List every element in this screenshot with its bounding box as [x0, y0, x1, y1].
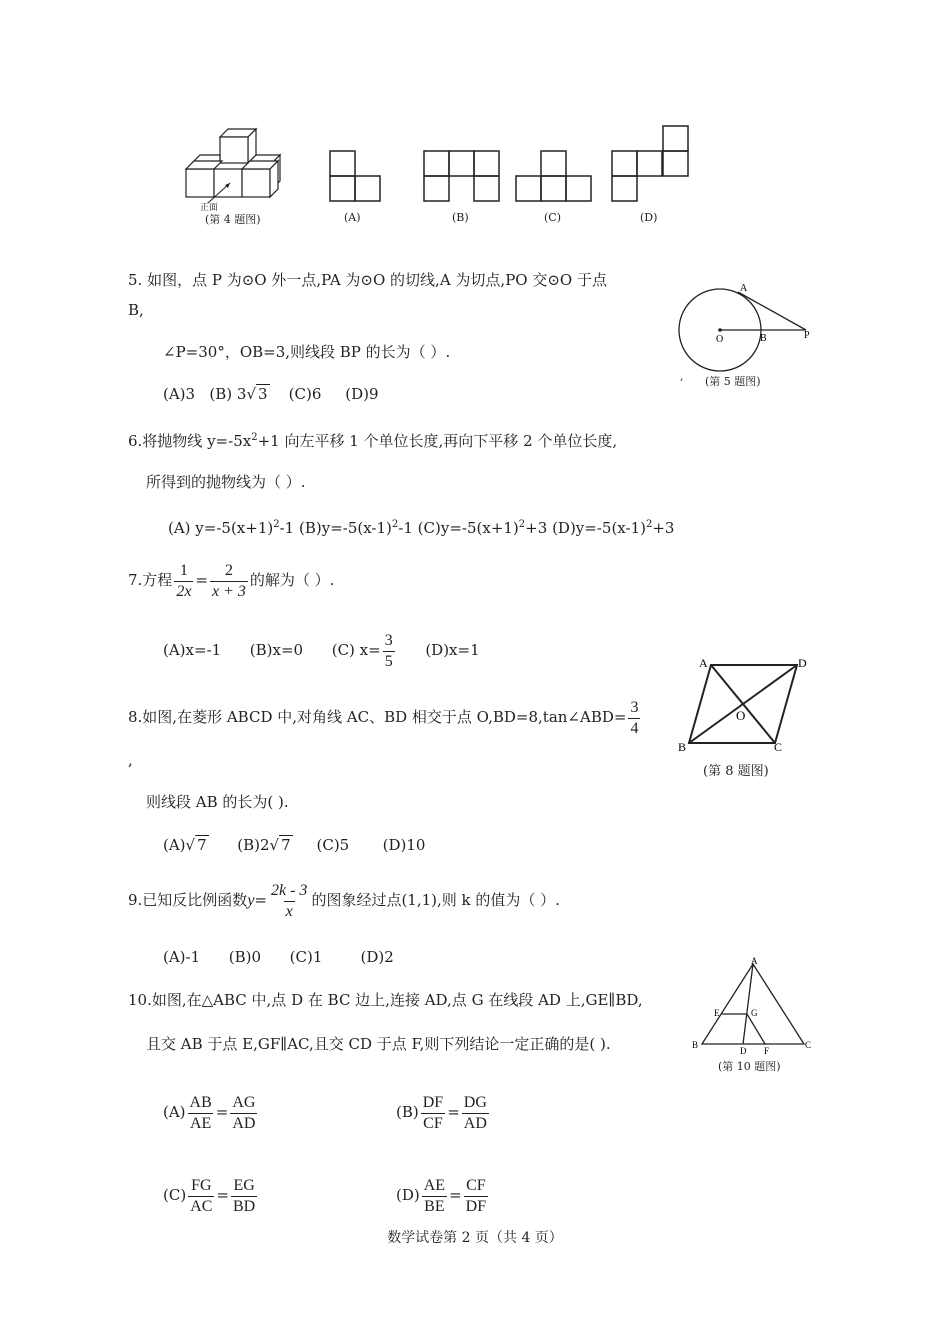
q8-label-o: O [736, 708, 746, 723]
q5-label-o: O [716, 334, 724, 345]
q10-label-a: A [751, 956, 758, 966]
q4-caption-b: (B) [452, 211, 469, 224]
q4-caption-a: (A) [344, 211, 361, 224]
q10-label-b: B [692, 1040, 699, 1050]
q6-option-c: $(C)y=-5(x+1)^2+3$ [412, 519, 548, 537]
q7-suffix: 的解为（ ）. [249, 571, 335, 589]
q5-figure-caption: (第 5 题图) [705, 375, 761, 388]
q8-label-b: B [678, 740, 687, 754]
q7-fraction-left: $\frac{1}{2x}$ [176, 561, 192, 600]
q9-option-c: (C)1 [289, 948, 323, 966]
q4-front-label: 正面 [200, 203, 219, 213]
q10-label-d: D [740, 1046, 747, 1056]
q10-label-f: F [764, 1046, 770, 1056]
q9-prefix: 9.已知反比例函数 [128, 891, 248, 909]
q5-line1b: B, [128, 301, 144, 319]
q8-option-b-radicand: 7 [281, 836, 291, 854]
q5-option-b-radicand: 3 [258, 385, 268, 403]
q8-option-c: (C)5 [316, 836, 350, 854]
q10-triangle-figure [690, 958, 815, 1058]
q10-option-b: (B) $\frac{DF}{CF}$ = $\frac{DG}{AD}$ [396, 1093, 487, 1132]
q7-prefix: 7.方程 [128, 571, 173, 589]
q8-label-d: D [798, 656, 807, 670]
q10-line2: 且交 AB 于点 E,GF∥AC,且交 CD 于点 F,则下列结论一定正确的是( ). [146, 1035, 611, 1053]
q10-figure-caption: (第 10 题图) [718, 1060, 781, 1073]
q4-caption: (第 4 题图) [205, 213, 261, 226]
q10-label-e: E [714, 1008, 720, 1018]
q7-option-d: (D)x=1 [425, 641, 480, 659]
q7-options [163, 628, 480, 672]
q8-options: (A)√ 7 (B)2√ 7 (C)5 (D)10 [163, 836, 426, 854]
q5-option-b-coef: 3 [236, 385, 247, 403]
q8-option-b-label: (B)2 [237, 836, 270, 854]
q4-caption-d: (D) [640, 211, 658, 224]
q9-fraction: $\frac{2k - 3}{x}$ [271, 881, 308, 920]
q10-label-c: C [805, 1040, 812, 1050]
q4-option-d-figure [611, 125, 693, 203]
q5-option-d: (D)9 [345, 385, 379, 403]
q7-option-c-fraction: $\frac{3}{5}$ [384, 631, 393, 670]
q9-line [128, 878, 560, 923]
q4-option-c-figure [515, 150, 595, 202]
q6-line1-sup: 2 [251, 432, 258, 443]
q5-options: (A)3 (B) 3√ 3 (C)6 (D)9 [163, 385, 379, 403]
q8-option-d: (D)10 [382, 836, 426, 854]
q9-equals: = [254, 891, 267, 909]
q5-label-b: B [760, 333, 767, 344]
q7-equals: = [195, 571, 208, 589]
q8-line1-text: 8.如图,在菱形 ABCD 中,对角线 AC、BD 相交于点 O,BD=8,tan∠ABD= [128, 708, 627, 726]
q4-option-b-figure [423, 150, 503, 202]
q5-option-a: (A)3 [163, 385, 196, 403]
q5-option-c: (C)6 [288, 385, 322, 403]
q10-option-d: (D) $\frac{AE}{BE}$ = $\frac{CF}{DF}$ [396, 1176, 487, 1215]
q8-label-a: A [699, 656, 708, 670]
q5-line1: 5. 如图，点 P 为⊙O 外一点,PA 为⊙O 的切线,A 为切点,PO 交⊙O 于点 [128, 271, 607, 289]
q10-label-g: G [751, 1008, 758, 1018]
q4-solid-figure [180, 125, 290, 210]
q8-line1 [128, 695, 642, 739]
q9-option-d: (D)2 [360, 948, 394, 966]
q7-option-a: (A)x=-1 [163, 641, 222, 659]
q7-line [128, 558, 334, 602]
q4-caption-c: (C) [544, 211, 561, 224]
page-footer: 数学试卷第 2 页（共 4 页） [387, 1230, 563, 1246]
q6-line1-pre: 6.将抛物线 y=-5x [128, 432, 252, 450]
q8-figure-caption: (第 8 题图) [703, 764, 769, 779]
q5-label-a: A [740, 283, 748, 294]
q6-option-b: $(B)y=-5(x-1)^2-1$ [294, 519, 413, 537]
q5-figure-comma: , [680, 370, 684, 383]
q9-suffix: 的图象经过点(1,1),则 k 的值为（ ）. [311, 891, 560, 909]
q8-option-a-label: (A) [163, 836, 186, 854]
q5-label-p: P [804, 330, 810, 341]
q8-tan-fraction: $\frac{3}{4}$ [630, 698, 639, 737]
q9-options [163, 947, 394, 967]
q10-option-c: (C) $\frac{FG}{AC}$ = $\frac{EG}{BD}$ [163, 1176, 256, 1215]
q6-options [168, 515, 674, 538]
q7-option-c-label: (C) x= [331, 641, 381, 659]
q9-option-b: (B)0 [228, 948, 262, 966]
q9-option-a: (A)-1 [163, 948, 201, 966]
q4-option-a-figure [329, 150, 383, 202]
q7-fraction-right: $\frac{2}{x + 3}$ [212, 561, 246, 600]
q8-rhombus-figure [675, 655, 815, 755]
q6-option-d: $(D)y=-5(x-1)^2+3$ [547, 519, 675, 537]
q7-option-b: (B)x=0 [249, 641, 304, 659]
q8-line2: 则线段 AB 的长为( ). [146, 793, 289, 811]
q5-option-b-label: (B) [209, 385, 233, 403]
q6-line1 [128, 428, 617, 451]
q9-y: y [247, 892, 255, 909]
q8-option-a-radicand: 7 [197, 836, 207, 854]
q5-line2: ∠P=30°，OB=3,则线段 BP 的长为（ ）. [163, 343, 451, 361]
q6-option-a: (A) $y=-5(x+1)^2-1$ [168, 519, 295, 537]
q8-comma: , [128, 751, 133, 769]
q10-option-a: (A) $\frac{AB}{AE}$ = $\frac{AG}{AD}$ [163, 1093, 256, 1132]
q10-line1: 10.如图,在△ABC 中,点 D 在 BC 边上,连接 AD,点 G 在线段 AD 上,GE∥BD, [128, 991, 643, 1009]
q6-line2: 所得到的抛物线为（ ）. [146, 473, 306, 491]
q6-line1-post: +1 向左平移 1 个单位长度,再向下平移 2 个单位长度, [257, 432, 618, 450]
q8-label-c: C [774, 740, 783, 754]
